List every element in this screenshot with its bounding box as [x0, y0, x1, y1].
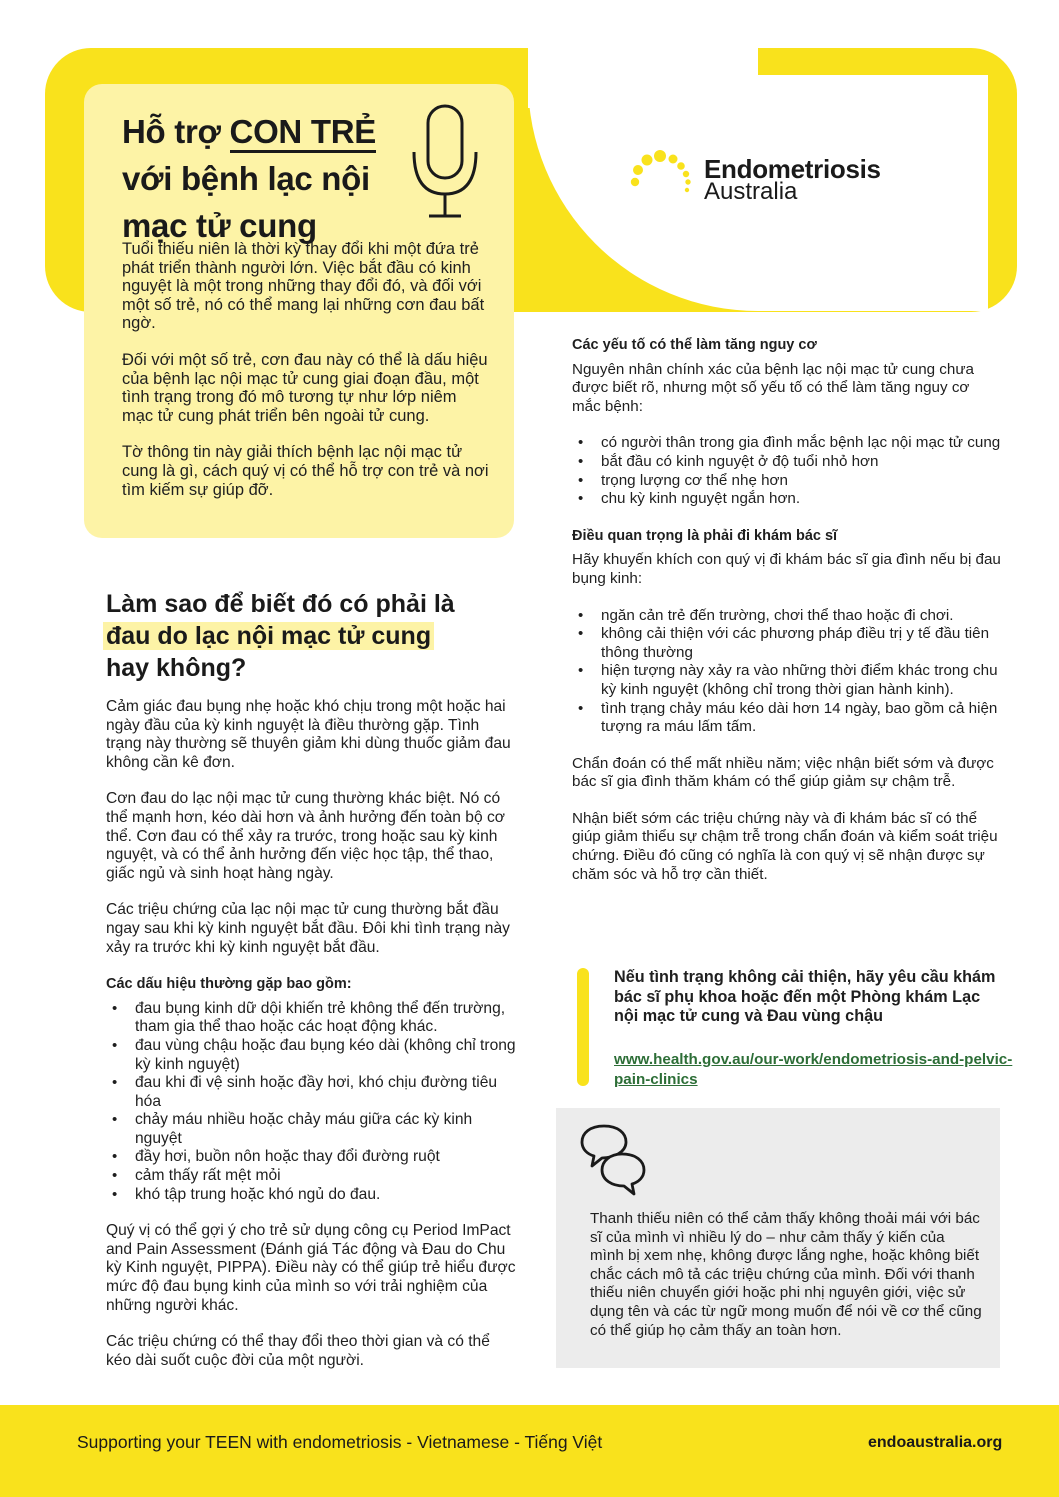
- list-item: • chu kỳ kinh nguyệt ngắn hơn.: [572, 490, 1002, 509]
- heading-line1: Làm sao để biết đó có phải là: [106, 590, 455, 618]
- list-item: • có người thân trong gia đình mắc bệnh lạc nội mạc tử cung: [572, 434, 1002, 453]
- list-item: • đầy hơi, buồn nôn hoặc thay đổi đường ruột: [106, 1148, 516, 1167]
- clinic-link[interactable]: www.health.gov.au/our-work/endometriosis-and-pelvic-pain-clinics: [614, 1051, 1013, 1088]
- list-item: • chảy máu nhiều hoặc chảy máu giữa các kỳ kinh nguyệt: [106, 1111, 516, 1148]
- speech-bubbles-icon: [578, 1122, 648, 1196]
- doctor-paragraph: Hãy khuyến khích con quý vị đi khám bác sĩ gia đình nếu bị đau bụng kinh:: [572, 551, 1001, 587]
- right-body: [572, 336, 1002, 884]
- signs-heading: Các dấu hiệu thường gặp bao gồm:: [106, 976, 352, 993]
- risk-list: [572, 434, 1002, 508]
- left-body: [106, 698, 516, 1370]
- left-paragraph-5: Các triệu chứng có thể thay đổi theo thời gian và có thể kéo dài suốt cuộc đời của một người.: [106, 1333, 490, 1369]
- heading-line3: hay không?: [106, 654, 247, 682]
- left-paragraph-3: Các triệu chứng của lạc nội mạc tử cung thường bắt đầu ngay sau khi kỳ kinh nguyệt bắt đầu. Đôi khi tình trạng này xảy ra trước khi kỳ kinh nguyệt bắt đầu.: [106, 901, 510, 956]
- title-line3: mạc tử cung: [122, 207, 317, 244]
- callout-text: Nếu tình trạng không cải thiện, hãy yêu cầu khám bác sĩ phụ khoa hoặc đến một Phòng khám Lạc nội mạc tử cung và Đau vùng chậu: [614, 968, 996, 1026]
- title-line1-a: Hỗ trợ: [122, 113, 230, 150]
- intro-panel: [84, 84, 514, 538]
- intro-paragraph-1: Tuổi thiếu niên là thời kỳ thay đổi khi một đứa trẻ phát triển thành người lớn. Việc bắt đầu có kinh nguyệt là một trong những thay đổi đó, và đối với một số trẻ, nó có thể mang lại những cơn đau bất ngờ.: [122, 240, 485, 333]
- callout-accent-bar: [577, 968, 589, 1086]
- title-line2: với bệnh lạc nội: [122, 160, 370, 197]
- list-item: • không cải thiện với các phương pháp điều trị y tế đầu tiên thông thường: [572, 625, 1002, 662]
- clinic-callout: [577, 968, 1013, 1088]
- list-item: • đau vùng chậu hoặc đau bụng kéo dài (không chỉ trong kỳ kinh nguyệt): [106, 1037, 516, 1074]
- footer-website-link[interactable]: endoaustralia.org: [868, 1434, 1003, 1451]
- right-paragraph-2: Nhận biết sớm các triệu chứng này và đi khám bác sĩ có thể giúp giảm thiểu sự chậm trễ trong chẩn đoán và kiểm soát triệu chứng. Điều đó cũng có nghĩa là con quý vị sẽ nhận được sự chăm sóc và hỗ trợ cần thiết.: [572, 809, 998, 883]
- microphone-icon: [409, 102, 481, 220]
- footer: [0, 1405, 1059, 1497]
- intro-paragraph-3: Tờ thông tin này giải thích bệnh lạc nội mạc tử cung là gì, cách quý vị có thể hỗ trợ con trẻ và nơi tìm kiếm sự giúp đỡ.: [122, 443, 489, 499]
- risk-paragraph: Nguyên nhân chính xác của bệnh lạc nội mạc tử cung chưa được biết rõ, nhưng một số yếu tố có thể làm tăng nguy cơ mắc bệnh:: [572, 360, 974, 415]
- right-paragraph-1: Chẩn đoán có thể mất nhiều năm; việc nhận biết sớm và được bác sĩ gia đình thăm khám có thể giúp giảm sự chậm trễ.: [572, 754, 994, 791]
- teen-comfort-panel: [556, 1108, 1000, 1368]
- list-item: • hiện tượng này xảy ra vào những thời điểm khác trong chu kỳ kinh nguyệt (không chỉ trong thời gian hành kinh).: [572, 662, 1002, 699]
- intro-paragraph-2: Đối với một số trẻ, cơn đau này có thể là dấu hiệu của bệnh lạc nội mạc tử cung giai đoạn đầu, một tình trạng trong đó mô tương tự như lớp niêm mạc tử cung phát triển bên ngoài tử cung.: [122, 350, 488, 425]
- page-title: [122, 108, 376, 249]
- list-item: • khó tập trung hoặc khó ngủ do đau.: [106, 1186, 516, 1205]
- list-item: • ngăn cản trẻ đến trường, chơi thể thao hoặc đi chơi.: [572, 607, 1002, 626]
- teen-comfort-text: Thanh thiếu niên có thể cảm thấy không thoải mái với bác sĩ của mình vì nhiều lý do – như cảm thấy ý kiến của mình bị xem nhẹ, không được lắng nghe, hoặc không biết chắc cách mô tả các triệu chứng của mình. Đối với thanh thiếu niên chuyển giới hoặc phi nhị nguyên giới, việc sử dụng tên và các từ ngữ mong muốn để nói về cơ thể cũng có thể giúp họ cảm thấy an toàn hơn.: [590, 1210, 982, 1339]
- heading-line2-highlight: đau do lạc nội mạc tử cung: [103, 622, 434, 650]
- header-white-notch: [528, 0, 1028, 48]
- list-item: • tình trạng chảy máu kéo dài hơn 14 ngày, bao gồm cả hiện tượng ra máu lấm tấm.: [572, 700, 1002, 737]
- risk-heading: Các yếu tố có thể làm tăng nguy cơ: [572, 337, 817, 353]
- left-paragraph-2: Cơn đau do lạc nội mạc tử cung thường khác biệt. Nó có thể mạnh hơn, kéo dài hơn và ảnh hưởng đến toàn bộ cơ thể. Cơn đau có thể xảy ra trước, trong hoặc sau kỳ kinh nguyệt, và có thể ảnh hưởng đến việc học tập, thể thao, giấc ngủ và sinh hoạt hàng ngày.: [106, 790, 506, 882]
- signs-list: [106, 1000, 516, 1205]
- section-heading-how-to-know: [106, 588, 516, 684]
- list-item: • đau khi đi vệ sinh hoặc đầy hơi, khó chịu đường tiêu hóa: [106, 1074, 516, 1111]
- left-paragraph-4: Quý vị có thể gợi ý cho trẻ sử dụng công cụ Period ImPact and Pain Assessment (Đánh giá Tác động và Đau do Chu kỳ Kinh nguyệt, PIPPA). Điều này có thể giúp trẻ hiểu được mức độ đau bụng kinh của mình so với trải nghiệm của những người khác.: [106, 1222, 516, 1314]
- list-item: • trọng lượng cơ thể nhẹ hơn: [572, 472, 1002, 491]
- intro-text: [122, 240, 492, 517]
- left-paragraph-1: Cảm giác đau bụng nhẹ hoặc khó chịu trong một hoặc hai ngày đầu của kỳ kinh nguyệt là điều thường gặp. Tình trạng này thường sẽ thuyên giảm khi dùng thuốc giảm đau không cần kê đơn.: [106, 698, 511, 771]
- logo-word-endometriosis: Endometriosis: [704, 154, 881, 184]
- list-item: • đau bụng kinh dữ dội khiến trẻ không thể đến trường, tham gia thể thao hoặc các hoạt động khác.: [106, 1000, 516, 1037]
- list-item: • cảm thấy rất mệt mỏi: [106, 1167, 516, 1186]
- doctor-heading: Điều quan trọng là phải đi khám bác sĩ: [572, 527, 838, 544]
- right-column: [572, 336, 1002, 902]
- doctor-list: [572, 607, 1002, 737]
- logo-word-australia: Australia: [704, 178, 798, 205]
- left-column: [106, 588, 516, 1388]
- title-highlight: CON TRẺ: [230, 113, 376, 153]
- list-item: • bắt đầu có kinh nguyệt ở độ tuổi nhỏ hơn: [572, 453, 1002, 472]
- footer-title: Supporting your TEEN with endometriosis - Vietnamese - Tiếng Việt: [77, 1432, 603, 1452]
- logo-dots-icon: [630, 150, 700, 198]
